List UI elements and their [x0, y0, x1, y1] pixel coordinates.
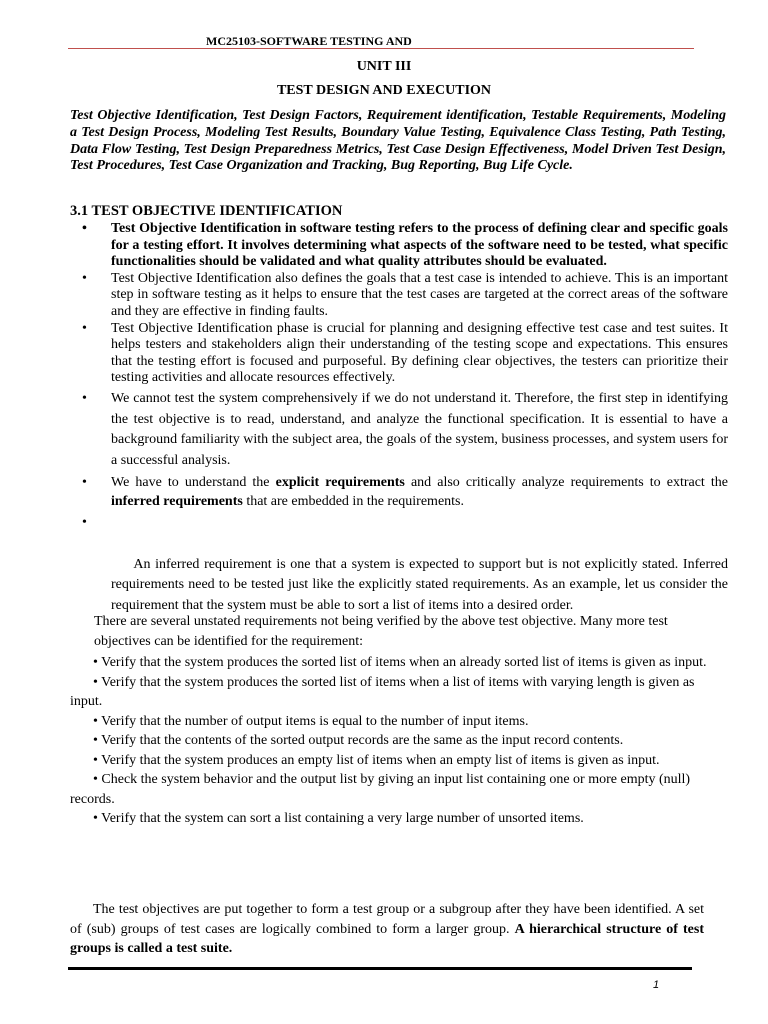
test-suite-paragraph: [70, 900, 704, 959]
bullet-list: [80, 221, 732, 637]
list-item: • Verify that the system can sort a list containing a very large number of unsorted items.: [93, 811, 584, 826]
list-item: [80, 221, 728, 271]
list-item: [80, 389, 728, 471]
list-item: • Check the system behavior and the output list by giving an input list containing one or more empty (null) records.: [70, 772, 691, 807]
list-item: • Verify that the system produces an empty list of items when an empty list of items is given as input.: [93, 752, 660, 768]
section-heading: 3.1 TEST OBJECTIVE IDENTIFICATION: [70, 203, 343, 219]
bullet-text: Test Objective Identification phase is crucial for planning and designing effective test case and test suites. It helps testers and stakeholders align their understanding of the testing scope and expectations. This ensures that the testing effort is focused and purposeful. By defining clear objectives, the testers can prioritize their testing activities and allocate resources effectively.: [111, 320, 728, 386]
list-item: [80, 321, 728, 387]
list-item: • Verify that the system produces the sorted list of items when an already sorted list of items is given as input.: [93, 655, 707, 670]
list-item: • Verify that the system produces the sorted list of items when a list of items with varying length is given as input.: [70, 674, 695, 709]
paragraph-text-bold: A hierarchical structure of test groups is called a test suite.: [70, 921, 704, 956]
running-header: MC25103-SOFTWARE TESTING AND: [206, 34, 412, 48]
bullet-text: An inferred requirement is one that a system is expected to support but is not explicitly stated. Inferred requirements need to be tested just like the explicitly stated requirements. As an example, let us consider the requirement that the system must be able to sort a list of items into a desired order.: [111, 556, 732, 613]
list-item: [80, 473, 728, 511]
bullet-text-bold: inferred requirements: [111, 494, 243, 510]
bullet-text: We have to understand the: [111, 475, 276, 491]
bullet-text: Test Objective Identification in software testing refers to the process of defining clear and specific goals for a testing effort. It involves determining what aspects of the software need to be tested, what specific functionalities should be validated and what quality attributes should be evaluated.: [111, 221, 728, 270]
unit-title: UNIT III: [356, 59, 412, 74]
unstated-requirements-paragraph: There are several unstated requirements not being verified by the above test objective. Many more test objectives can be identified for the requirement:: [94, 614, 668, 649]
bullet-text: We cannot test the system comprehensively if we do not understand it. Therefore, the first step in identifying the test objective is to read, understand, and analyze the functional specification. It is essential to have a background familiarity with the subject area, the goals of the system, business processes, and system users for a successful analysis.: [111, 390, 728, 468]
bullet-text: that are embedded in the requirements.: [242, 494, 465, 510]
bullet-icon: •: [82, 320, 87, 336]
footer-rule: [68, 967, 692, 970]
bullet-icon: •: [82, 390, 87, 406]
bullet-icon: •: [82, 475, 87, 491]
list-item: • Verify that the contents of the sorted output records are the same as the input record contents.: [93, 733, 624, 748]
page-number: 1: [653, 979, 660, 991]
bullet-text: and also critically analyze requirements to extract the: [404, 475, 729, 491]
bullet-icon: •: [82, 515, 87, 531]
list-item: [80, 271, 728, 321]
header-rule: [68, 48, 694, 49]
paragraph-text: The test objectives are put together to form a test group or a subgroup after they have been identified. A set of (sub) groups of test cases are logically combined to form a larger group.: [70, 902, 704, 937]
list-item: • Verify that the number of output items is equal to the number of input items.: [93, 713, 529, 729]
bullet-icon: •: [82, 270, 87, 286]
syllabus-intro: Test Objective Identification, Test Design Factors, Requirement identification, Testable Requirements, Modeling a Test Design Process, Modeling Test Results, Boundary Value Testing, Equivalence Class Testing, Path Testing, Data Flow Testing, Test Design Preparedness Metrics, Test Case Design Effectiveness, Model Driven Test Design, Test Procedures, Test Case Organization and Tracking, Bug Reporting, Bug Life Cycle.: [70, 108, 726, 174]
bullet-text-bold: explicit requirements: [275, 475, 405, 491]
bullet-text: Test Objective Identification also defines the goals that a test case is intended to achieve. This is an important step in software testing as it helps to ensure that the test cases are targeted at the correct areas of the software and they are effective in finding faults.: [111, 270, 728, 319]
bullet-icon: •: [82, 221, 87, 236]
chapter-title: TEST DESIGN AND EXECUTION: [276, 83, 492, 98]
verify-list: [70, 653, 730, 829]
